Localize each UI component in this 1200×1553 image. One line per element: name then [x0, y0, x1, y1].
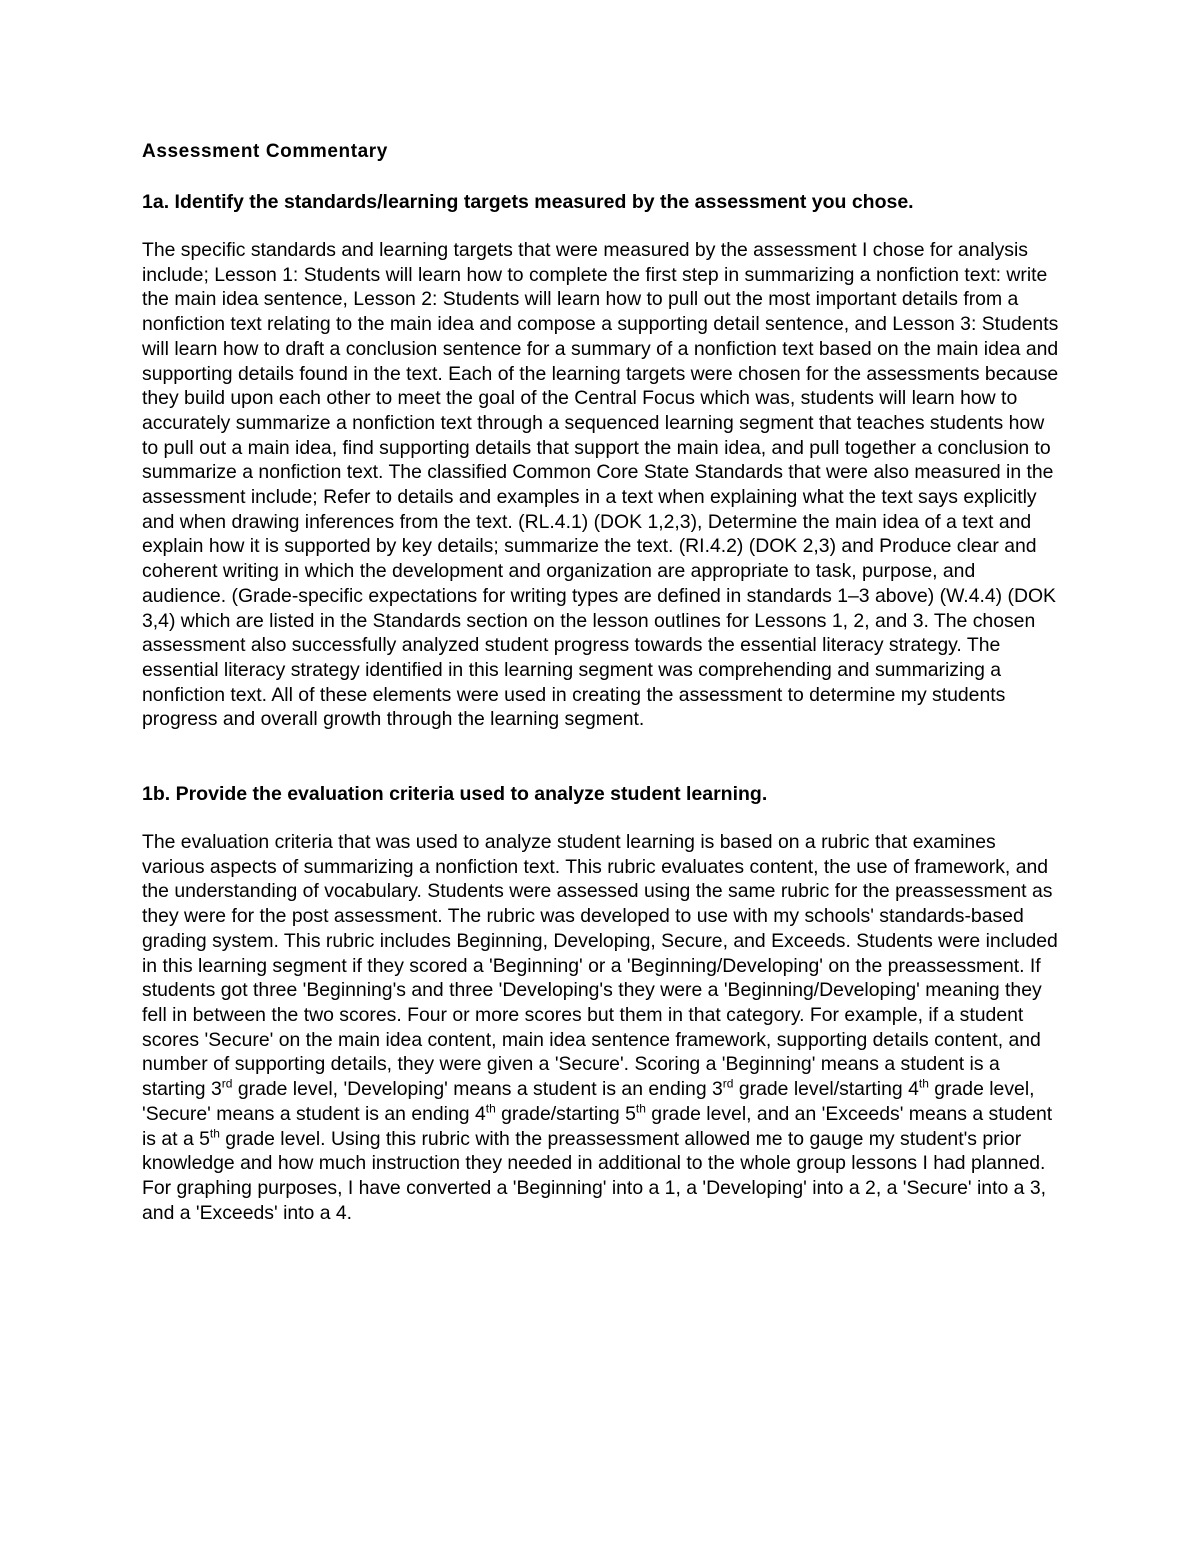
paragraph-text: The evaluation criteria that was used to analyze student learning is based on a rubric that examines various aspects of summarizing a nonfiction text. This rubric evaluates content, the use of framework, and the understanding of vocabulary. Students were assessed using the same rubric for the preassessment as they were for the post assessment. The rubric was developed to use with my schools' standards-based grading system. This rubric includes Beginning, Developing, Secure, and Exceeds. Students were included in this learning segment if they scored a 'Beginning' or a 'Beginning/Developing' on the preassessment. If students got three 'Beginning's and three 'Developing's they were a 'Beginning/Developing' meaning they fell in between the two scores. Four or more scores but them in that category. For example, if a student scores 'Secure' on the main idea content, main idea sentence framework, supporting details content, and number of supporting details, they were given a 'Secure'. Scoring a 'Beginning' means a student is a starting 3	[142, 831, 1058, 1101]
paragraph-text: grade level, and an 'Exceeds' means a student is at a 5	[142, 1102, 1053, 1150]
paragraph-text: grade level. Using this rubric with the preassessment allowed me to gauge my student's prior knowledge and how much instruction they needed in additional to the whole group lessons I had planned. For graphing purposes, I have converted a 'Beginning' into a 1, a 'Developing' into a 2, a 'Secure' into a 3, and a 'Exceeds' into a 4.	[142, 1127, 1046, 1224]
ordinal-suffix: th	[209, 1126, 220, 1141]
ordinal-suffix: th	[918, 1076, 929, 1091]
ordinal-suffix: th	[635, 1101, 646, 1116]
paragraph-text: grade/starting 5	[495, 1102, 636, 1125]
ordinal-suffix: th	[485, 1101, 496, 1116]
ordinal-suffix: rd	[221, 1076, 233, 1091]
document-title: Assessment Commentary	[142, 141, 388, 162]
section-spacer	[142, 732, 1062, 782]
paragraph-text: grade level, 'Developing' means a student is an ending 3	[232, 1078, 723, 1101]
paragraph-text: grade level/starting 4	[733, 1078, 919, 1101]
section-1a-paragraph: The specific standards and learning targets that were measured by the assessment I chose for analysis include; Lesson 1: Students will learn how to complete the first step in summarizing a nonfiction text: write the main idea sentence, Lesson 2: Students will learn how to pull out the most important details from a nonfiction text relating to the main idea and compose a supporting detail sentence, and Lesson 3: Students will learn how to draft a conclusion sentence for a summary of a nonfiction text based on the main idea and supporting details found in the text. Each of the learning targets were chosen for the assessments because they build upon each other to meet the goal of the Central Focus which was, students will learn how to accurately summarize a nonfiction text through a sequenced learning segment that teaches students how to pull out a main idea, find supporting details that support the main idea, and pull together a conclusion to summarize a nonfiction text. The classified Common Core State Standards that were also measured in the assessment include; Refer to details and examples in a text when explaining what the text says explicitly and when drawing inferences from the text. (RL.4.1) (DOK 1,2,3), Determine the main idea of a text and explain how it is supported by key details; summarize the text. (RI.4.2) (DOK 2,3) and Produce clear and coherent writing in which the development and organization are appropriate to task, purpose, and audience. (Grade-specific expectations for writing types are defined in standards 1–3 above) (W.4.4) (DOK 3,4) which are listed in the Standards section on the lesson outlines for Lessons 1, 2, and 3. The chosen assessment also successfully analyzed student progress towards the essential literacy strategy. The essential literacy strategy identified in this learning segment was comprehending and summarizing a nonfiction text. All of these elements were used in creating the assessment to determine my students progress and overall growth through the learning segment.	[142, 239, 1059, 731]
section-1b-heading: 1b. Provide the evaluation criteria used to analyze student learning.	[142, 783, 768, 806]
document-page	[142, 140, 1062, 1225]
ordinal-suffix: rd	[722, 1076, 734, 1091]
section-1a-heading: 1a. Identify the standards/learning targets measured by the assessment you chose.	[142, 191, 914, 213]
paragraph-text: grade level, 'Secure' means a student is an ending 4	[142, 1078, 1035, 1125]
section-1b-paragraph	[142, 830, 1062, 1225]
